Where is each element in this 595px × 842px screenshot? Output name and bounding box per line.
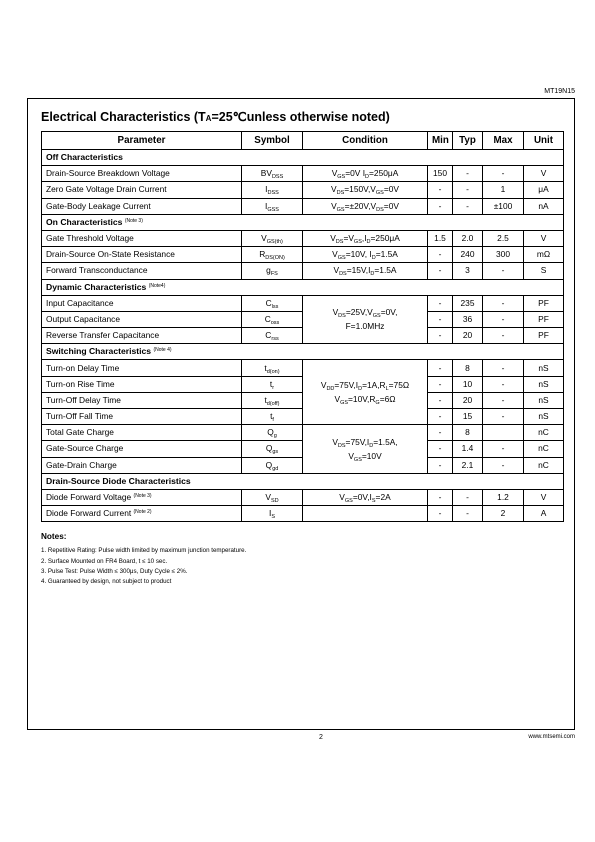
symbol-main: V [265,492,271,503]
notes-heading: Notes: [41,532,67,541]
table-row [42,247,564,263]
min-cell: - [428,506,453,522]
param-label: Turn-on Rise Time [46,378,115,389]
param-label: Drain-Source Breakdown Voltage [46,168,170,179]
symbol-cell [242,247,303,263]
website-url: www.mtsemi.com [528,734,575,740]
section-switching-note: (Note 4) [153,347,172,354]
param-cell [42,166,242,182]
symbol-subscript: DS(ON) [265,255,285,262]
symbol-main: g [266,265,271,276]
table-row [42,182,564,198]
symbol-main: Q [265,459,273,470]
symbol-cell [242,360,303,376]
typ-cell: 2.0 [453,230,483,246]
section-dynamic-note: (Note4) [148,282,166,289]
max-cell: - [483,166,524,182]
note-item: 4. Guaranteed by design, not subject to product [41,578,172,586]
max-cell: 300 [483,247,524,263]
title-subscript: A [205,114,212,123]
param-cell [42,506,242,522]
symbol-cell [242,230,303,246]
condition-cell-merged: $V_{DS}=75V,I_D=1.5A$, $V_{GS}=10V$ [303,425,428,474]
min-cell: - [428,392,453,408]
unit-cell: V [524,230,564,246]
symbol-main: I [265,200,268,211]
param-cell [42,182,242,198]
max-cell: 1.2 [483,489,524,505]
typ-cell: - [453,166,483,182]
min-cell: 150 [428,166,453,182]
min-cell: - [428,198,453,214]
col-header: Typ [453,132,483,150]
typ-cell: - [453,489,483,505]
typ-cell: 15 [453,409,483,425]
section-diode: Drain-Source Diode Characteristics [42,473,564,489]
symbol-subscript: GSS [267,206,279,213]
table-row [42,360,564,376]
table-header-row [42,132,564,150]
min-cell: - [428,441,453,457]
symbol-subscript: rss [271,336,279,343]
unit-cell: nS [524,376,564,392]
unit-cell: nS [524,392,564,408]
condition-cell: $V_{GS}=0V,I_S=2A$ [303,489,428,505]
table-row [42,295,564,311]
section-dynamic [42,279,564,295]
max-cell: - [483,441,524,457]
symbol-subscript: r [272,384,275,391]
symbol-subscript: DSS [267,190,279,197]
unit-cell: PF [524,295,564,311]
table-row [42,198,564,214]
typ-cell: - [453,182,483,198]
unit-cell: A [524,506,564,522]
max-cell: - [483,360,524,376]
param-cell [42,392,242,408]
symbol-cell [242,328,303,344]
symbol-cell [242,506,303,522]
col-header: Unit [524,132,564,150]
symbol-main: BV [260,168,272,179]
section-switching [42,344,564,360]
max-cell: 2 [483,506,524,522]
condition-cell: $V_{GS}=10V$, $I_D=1.5A$ [303,247,428,263]
min-cell: - [428,376,453,392]
unit-cell: mΩ [524,247,564,263]
symbol-cell [242,198,303,214]
typ-cell: 20 [453,328,483,344]
typ-cell: 1.4 [453,441,483,457]
param-cell [42,311,242,327]
min-cell: - [428,425,453,441]
section-on-label: On Characteristics [46,216,123,227]
param-label: Output Capacitance [46,313,121,324]
min-cell: - [428,182,453,198]
table-row [42,263,564,279]
table-row [42,489,564,505]
param-cell [42,198,242,214]
typ-cell: 36 [453,311,483,327]
unit-cell: nS [524,360,564,376]
param-label: Input Capacitance [46,297,114,308]
min-cell: 1.5 [428,230,453,246]
param-label: Turn-on Delay Time [46,362,120,373]
symbol-cell [242,311,303,327]
col-header: Condition [303,132,428,150]
section-row [42,214,564,230]
section-row [42,473,564,489]
min-cell: - [428,457,453,473]
unit-cell: nC [524,441,564,457]
table-row [42,166,564,182]
table-row [42,230,564,246]
max-cell: - [483,376,524,392]
typ-cell: 8 [453,425,483,441]
section-switching-label: Switching Characteristics [46,346,152,357]
typ-cell: 2.1 [453,457,483,473]
min-cell: - [428,311,453,327]
min-cell: - [428,409,453,425]
param-label: Reverse Transfer Capacitance [46,330,160,341]
section-dynamic-label: Dynamic Characteristics [46,281,147,292]
param-label: Gate-Source Charge [46,443,124,454]
symbol-main: Q [267,427,274,438]
min-cell: - [428,328,453,344]
unit-cell: nA [524,198,564,214]
typ-cell: - [453,198,483,214]
symbol-subscript: g [273,433,277,440]
symbol-main: C [265,297,272,308]
param-cell [42,441,242,457]
max-cell: - [483,328,524,344]
typ-cell: 10 [453,376,483,392]
section-row [42,344,564,360]
param-cell [42,328,242,344]
unit-cell: nC [524,425,564,441]
table-row [42,425,564,441]
condition-cell: $V_{DS}=150V,V_{GS}=0V$ [303,182,428,198]
table-row [42,506,564,522]
section-off: Off Characteristics [42,150,564,166]
title-text: Electrical Characteristics (T [41,110,206,124]
param-cell [42,295,242,311]
param-cell [42,457,242,473]
symbol-main: C [264,313,271,324]
param-label: Turn-Off Fall Time [46,411,114,422]
section-on-note: (Note 3) [124,217,143,224]
part-number: MT19N15 [544,88,575,95]
unit-cell: S [524,263,564,279]
param-cell [42,263,242,279]
param-label: Drain-Source On-State Resistance [46,249,175,260]
symbol-subscript: S [271,514,275,521]
min-cell: - [428,263,453,279]
symbol-subscript: gd [272,465,279,472]
min-cell: - [428,247,453,263]
param-label: Forward Transconductance [46,265,148,276]
symbol-subscript: oss [270,319,280,326]
unit-cell: PF [524,311,564,327]
max-cell: - [483,295,524,311]
param-cell [42,376,242,392]
title-text-end: =25℃unless otherwise noted) [211,110,390,124]
typ-cell: 3 [453,263,483,279]
typ-cell: 240 [453,247,483,263]
unit-cell: nS [524,409,564,425]
min-cell: - [428,360,453,376]
typ-cell: 235 [453,295,483,311]
param-label: Total Gate Charge [46,427,114,438]
symbol-main: I [265,184,268,195]
symbol-cell [242,263,303,279]
max-cell [483,425,524,441]
symbol-cell [242,425,303,441]
typ-cell: 20 [453,392,483,408]
col-header: Min [428,132,453,150]
symbol-subscript: GS(th) [266,239,283,246]
col-header: Parameter [42,132,242,150]
param-note: (Note 2) [133,509,152,516]
symbol-cell [242,166,303,182]
max-cell: - [483,392,524,408]
condition-cell-merged: $V_{DS}=25V,V_{GS}=0V$, F=1.0MHz [303,295,428,344]
symbol-main: t [270,411,273,422]
symbol-main: t [264,394,267,405]
symbol-subscript: d(on) [266,368,280,375]
symbol-main: V [261,233,267,244]
param-label: Gate Threshold Voltage [46,233,134,244]
unit-cell: μA [524,182,564,198]
param-cell [42,360,242,376]
symbol-main: t [264,362,267,373]
symbol-main: Q [265,443,273,454]
param-label: Turn-Off Delay Time [46,394,121,405]
page-frame [27,98,575,730]
max-cell: - [483,311,524,327]
symbol-subscript: gs [272,449,279,456]
electrical-characteristics-table [41,131,564,522]
condition-cell: $V_{GS}=0V$ $I_D=250\mu A$ [303,166,428,182]
symbol-main: R [259,249,266,260]
param-label: Gate-Body Leakage Current [46,200,151,211]
section-title [41,109,390,124]
unit-cell: nC [524,457,564,473]
symbol-main: I [269,508,272,519]
param-label: Diode Forward Voltage [46,492,132,503]
symbol-cell [242,441,303,457]
col-header: Symbol [242,132,303,150]
symbol-main: t [269,378,273,389]
condition-cell [303,506,428,522]
symbol-cell [242,182,303,198]
param-cell [42,230,242,246]
unit-cell: PF [524,328,564,344]
section-row [42,279,564,295]
col-header: Max [483,132,524,150]
symbol-subscript: DSS [271,174,284,181]
symbol-subscript: d(off) [266,400,280,407]
condition-cell: $V_{GS}=\pm 20V,V_{DS}=0V$ [303,198,428,214]
symbol-subscript: lss [271,303,279,310]
param-cell [42,409,242,425]
max-cell: ±100 [483,198,524,214]
max-cell: - [483,263,524,279]
min-cell: - [428,489,453,505]
note-item: 1. Repetitive Rating: Pulse width limited by maximum junction temperature. [41,547,247,555]
symbol-cell [242,295,303,311]
notes [41,532,246,587]
symbol-cell [242,376,303,392]
symbol-cell [242,457,303,473]
param-cell [42,489,242,505]
section-row [42,150,564,166]
typ-cell: 8 [453,360,483,376]
section-on [42,214,564,230]
symbol-main: C [265,330,272,341]
symbol-cell [242,409,303,425]
symbol-cell [242,489,303,505]
page-number: 2 [319,734,323,741]
note-item: 2. Surface Mounted on FR4 Board, t ≤ 10 sec. [41,557,168,565]
max-cell: - [483,409,524,425]
symbol-cell [242,392,303,408]
symbol-subscript: SD [270,498,279,505]
param-label: Gate-Drain Charge [46,459,117,470]
param-cell [42,247,242,263]
max-cell: 2.5 [483,230,524,246]
unit-cell: V [524,489,564,505]
condition-cell-merged: $V_{DD}=75V,I_D=1A,R_L=75\Omega$ $V_{GS}=10V,R_G=6\Omega$ [303,360,428,425]
symbol-subscript: FS [270,271,278,278]
param-cell [42,425,242,441]
param-label: Zero Gate Voltage Drain Current [46,184,167,195]
param-label: Diode Forward Current [46,508,132,519]
max-cell: - [483,457,524,473]
unit-cell: V [524,166,564,182]
param-note: (Note 3) [133,493,152,500]
note-item: 3. Pulse Test: Pulse Width ≤ 300μs, Duty Cycle ≤ 2%. [41,567,188,575]
typ-cell: - [453,506,483,522]
min-cell: - [428,295,453,311]
condition-cell: $V_{DS}=V_{GS},I_D=250\mu A$ [303,230,428,246]
max-cell: 1 [483,182,524,198]
condition-cell: $V_{DS}=15V,I_D=1.5A$ [303,263,428,279]
symbol-subscript: f [272,417,274,424]
